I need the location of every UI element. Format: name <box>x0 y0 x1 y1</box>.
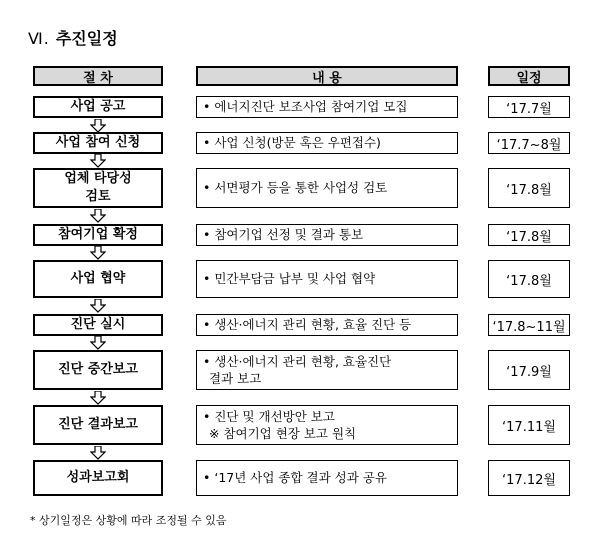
step-box: 참여기업 확정 <box>33 224 163 246</box>
content-line: ※ 참여기업 현장 보고 원칙 <box>209 426 357 441</box>
down-arrow-icon <box>90 336 106 350</box>
step-box: 사업 공고 <box>33 96 163 118</box>
section-title: 추진일정 <box>55 29 118 48</box>
date-box: ‘17.9월 <box>488 350 570 390</box>
date-box: ‘17.8월 <box>488 224 570 246</box>
header-date: 일정 <box>488 66 570 86</box>
date-box: ‘17.11월 <box>488 405 570 445</box>
content-box <box>196 224 458 246</box>
content-box <box>196 96 458 118</box>
content-line: • 민간부담금 납부 및 사업 협약 <box>203 271 376 287</box>
down-arrow-icon <box>90 246 106 260</box>
date-box: ‘17.12월 <box>488 460 570 496</box>
section-number: Ⅵ. <box>28 29 50 48</box>
footnote: * 상기일정은 상황에 따라 조정될 수 있음 <box>30 514 227 527</box>
down-arrow-icon <box>90 299 106 313</box>
step-box: 성과보고회 <box>33 460 163 496</box>
step-box: 진단 결과보고 <box>33 405 163 445</box>
date-box: ‘17.8~11월 <box>488 314 570 336</box>
content-line: • 참여기업 선정 및 결과 통보 <box>203 227 364 243</box>
date-box: ‘17.7월 <box>488 96 570 118</box>
down-arrow-icon <box>90 446 106 460</box>
content-box <box>196 405 458 445</box>
content-box <box>196 314 458 336</box>
content-line: • 진단 및 개선방안 보고 <box>203 408 335 424</box>
date-box: ‘17.8월 <box>488 168 570 208</box>
content-box <box>196 460 458 496</box>
down-arrow-icon <box>90 154 106 168</box>
content-line: • 생산·에너지 관리 현황, 효율 진단 등 <box>203 317 412 333</box>
content-line: 결과 보고 <box>209 371 262 386</box>
step-box: 업체 타당성 검토 <box>33 168 163 208</box>
down-arrow-icon <box>90 391 106 405</box>
down-arrow-icon <box>90 119 106 133</box>
content-line: • 에너지진단 보조사업 참여기업 모집 <box>203 99 408 115</box>
date-box: ‘17.8월 <box>488 260 570 298</box>
step-box: 사업 참여 신청 <box>33 132 163 154</box>
content-line: • 서면평가 등을 통한 사업성 검토 <box>203 180 388 196</box>
content-line: • 사업 신청(방문 혹은 우편접수) <box>203 135 381 151</box>
header-step: 절 차 <box>33 66 163 86</box>
down-arrow-icon <box>90 209 106 223</box>
content-box <box>196 260 458 298</box>
content-box <box>196 168 458 208</box>
step-box: 사업 협약 <box>33 260 163 298</box>
step-box: 진단 실시 <box>33 314 163 336</box>
date-box: ‘17.7~8월 <box>488 132 570 154</box>
content-line: • ‘17년 사업 종합 결과 성과 공유 <box>203 470 387 486</box>
step-box: 진단 중간보고 <box>33 350 163 390</box>
header-content: 내 용 <box>196 66 458 86</box>
content-box <box>196 132 458 154</box>
content-line: • 생산·에너지 관리 현황, 효율진단 <box>203 353 392 369</box>
section-heading <box>28 26 118 49</box>
content-box <box>196 350 458 390</box>
